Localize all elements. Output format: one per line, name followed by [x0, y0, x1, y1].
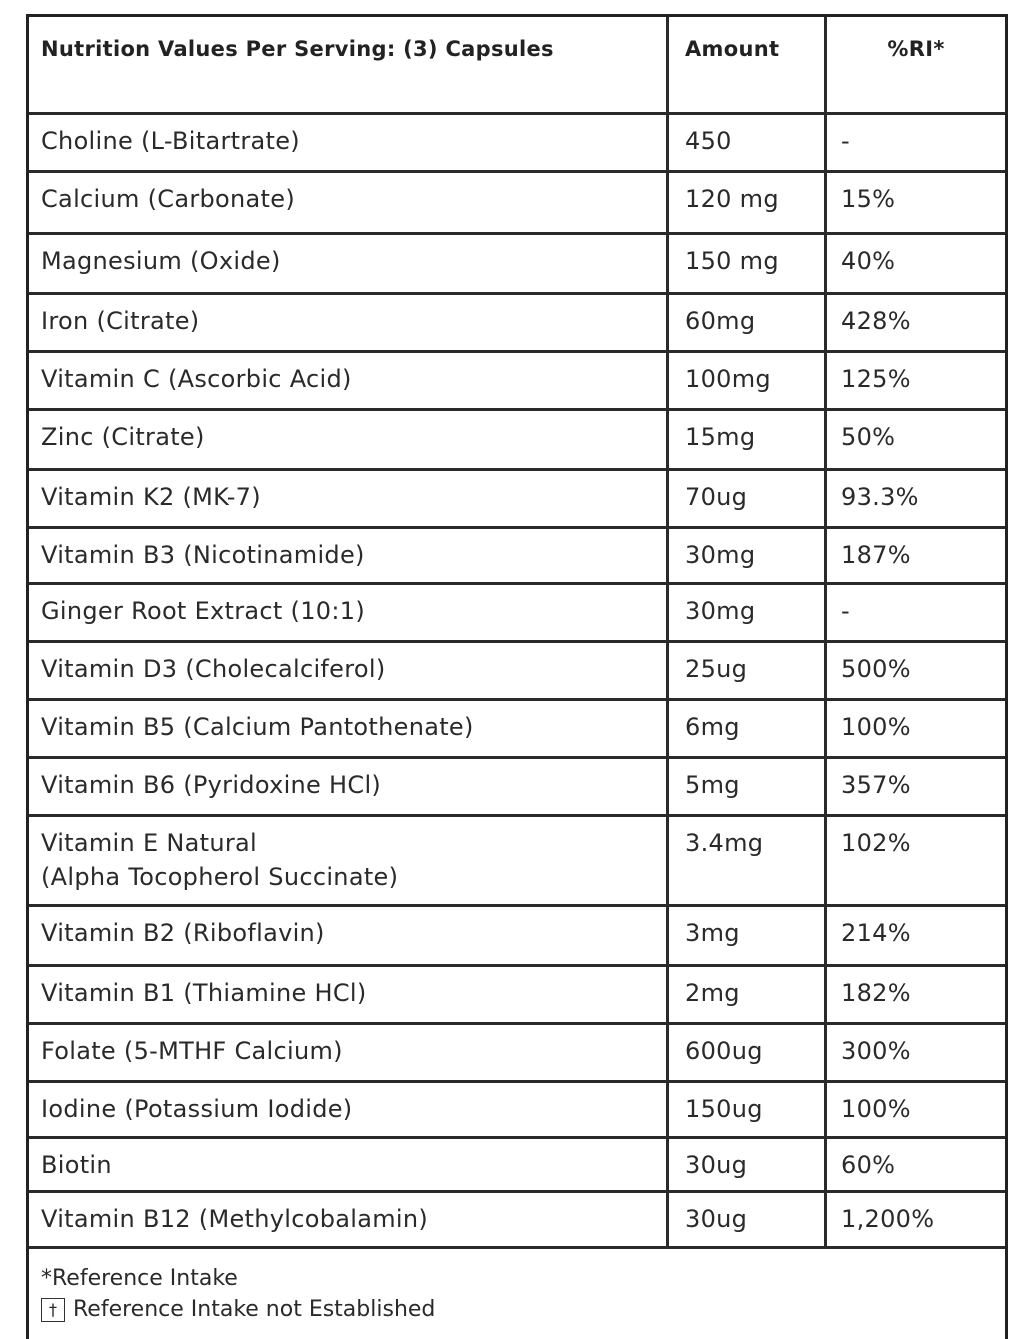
nutrient-amount: 2mg: [669, 967, 827, 1022]
nutrient-ri: 100%: [841, 1095, 911, 1123]
nutrient-ri: 187%: [841, 541, 911, 569]
nutrient-amount: 150ug: [669, 1083, 827, 1136]
nutrient-amount: 3.4mg: [669, 817, 827, 904]
table-row: [29, 295, 1005, 353]
footnote-reference-intake: *Reference Intake: [41, 1266, 238, 1291]
header-nutrient: Nutrition Values Per Serving: (3) Capsules: [29, 17, 669, 112]
nutrient-ri: 93.3%: [841, 483, 919, 511]
table-row: [29, 585, 1005, 643]
table-header-row: [29, 17, 1005, 115]
table-row: [29, 967, 1005, 1025]
nutrient-name: Vitamin B1 (Thiamine HCl): [29, 967, 669, 1022]
nutrient-name: Ginger Root Extract (10:1): [29, 585, 669, 640]
nutrient-ri: 40%: [841, 247, 896, 275]
nutrient-amount: 6mg: [669, 701, 827, 756]
nutrient-ri: 500%: [841, 655, 911, 683]
nutrient-ri: 125%: [841, 365, 911, 393]
nutrition-table: [26, 14, 1008, 1339]
nutrient-name: Vitamin B12 (Methylcobalamin): [29, 1193, 669, 1246]
header-amount: Amount: [669, 17, 827, 112]
table-row: [29, 235, 1005, 295]
nutrient-name: Choline (L-Bitartrate): [29, 115, 669, 170]
nutrient-amount: 30ug: [669, 1193, 827, 1246]
nutrient-name: Folate (5-MTHF Calcium): [29, 1025, 669, 1080]
nutrient-amount: 30mg: [669, 529, 827, 582]
dagger-icon: †: [41, 1298, 65, 1322]
table-row: [29, 701, 1005, 759]
nutrient-name-line1: Vitamin E Natural: [41, 829, 257, 857]
nutrient-name: Calcium (Carbonate): [29, 173, 669, 232]
table-row: [29, 529, 1005, 585]
table-row: [29, 115, 1005, 173]
nutrient-amount: 450: [669, 115, 827, 170]
table-row: [29, 411, 1005, 471]
nutrient-name: Vitamin B6 (Pyridoxine HCl): [29, 759, 669, 814]
nutrient-amount: 60mg: [669, 295, 827, 350]
table-row: [29, 1025, 1005, 1083]
nutrient-ri: -: [841, 597, 850, 625]
table-row: [29, 1083, 1005, 1139]
nutrient-name-line2: (Alpha Tocopherol Succinate): [41, 863, 399, 891]
table-row: [29, 471, 1005, 529]
table-row: [29, 759, 1005, 817]
nutrient-amount: 600ug: [669, 1025, 827, 1080]
nutrient-ri: 300%: [841, 1037, 911, 1065]
nutrient-name: Vitamin D3 (Cholecalciferol): [29, 643, 669, 698]
nutrient-ri: 100%: [841, 713, 911, 741]
nutrient-amount: 30mg: [669, 585, 827, 640]
table-row: [29, 817, 1005, 907]
nutrient-ri: 182%: [841, 979, 911, 1007]
nutrient-name: Iron (Citrate): [29, 295, 669, 350]
nutrient-name: Magnesium (Oxide): [29, 235, 669, 292]
table-body: [29, 115, 1005, 1249]
nutrient-name: Vitamin B5 (Calcium Pantothenate): [29, 701, 669, 756]
nutrient-ri: 428%: [841, 307, 911, 335]
footnote-not-established: † Reference Intake not Established: [41, 1294, 435, 1325]
nutrient-name: Vitamin K2 (MK-7): [29, 471, 669, 526]
nutrient-ri: -: [841, 127, 850, 155]
table-row: [29, 173, 1005, 235]
nutrient-amount: 25ug: [669, 643, 827, 698]
table-row: [29, 1139, 1005, 1193]
table-row: [29, 353, 1005, 411]
nutrient-name: Vitamin B3 (Nicotinamide): [29, 529, 669, 582]
nutrient-name: Vitamin C (Ascorbic Acid): [29, 353, 669, 408]
nutrient-amount: 30ug: [669, 1139, 827, 1190]
nutrient-amount: 15mg: [669, 411, 827, 468]
nutrient-amount: 70ug: [669, 471, 827, 526]
nutrient-name: Zinc (Citrate): [29, 411, 669, 468]
nutrient-ri: 214%: [841, 919, 911, 947]
nutrient-ri: 1,200%: [841, 1205, 935, 1233]
table-row: [29, 1193, 1005, 1249]
nutrient-name: [29, 817, 669, 904]
header-ri: %RI*: [887, 37, 945, 61]
nutrient-ri: 102%: [841, 829, 911, 857]
nutrient-amount: 100mg: [669, 353, 827, 408]
nutrient-amount: 3mg: [669, 907, 827, 964]
nutrient-ri: 50%: [841, 423, 896, 451]
nutrient-ri: 15%: [841, 185, 896, 213]
nutrient-name: Biotin: [29, 1139, 669, 1190]
nutrient-name: Iodine (Potassium Iodide): [29, 1083, 669, 1136]
table-row: [29, 643, 1005, 701]
nutrient-amount: 150 mg: [669, 235, 827, 292]
nutrient-name: Vitamin B2 (Riboflavin): [29, 907, 669, 964]
nutrient-ri: 60%: [841, 1151, 896, 1179]
nutrient-amount: 120 mg: [669, 173, 827, 232]
table-row: [29, 907, 1005, 967]
nutrient-ri: 357%: [841, 771, 911, 799]
nutrient-amount: 5mg: [669, 759, 827, 814]
